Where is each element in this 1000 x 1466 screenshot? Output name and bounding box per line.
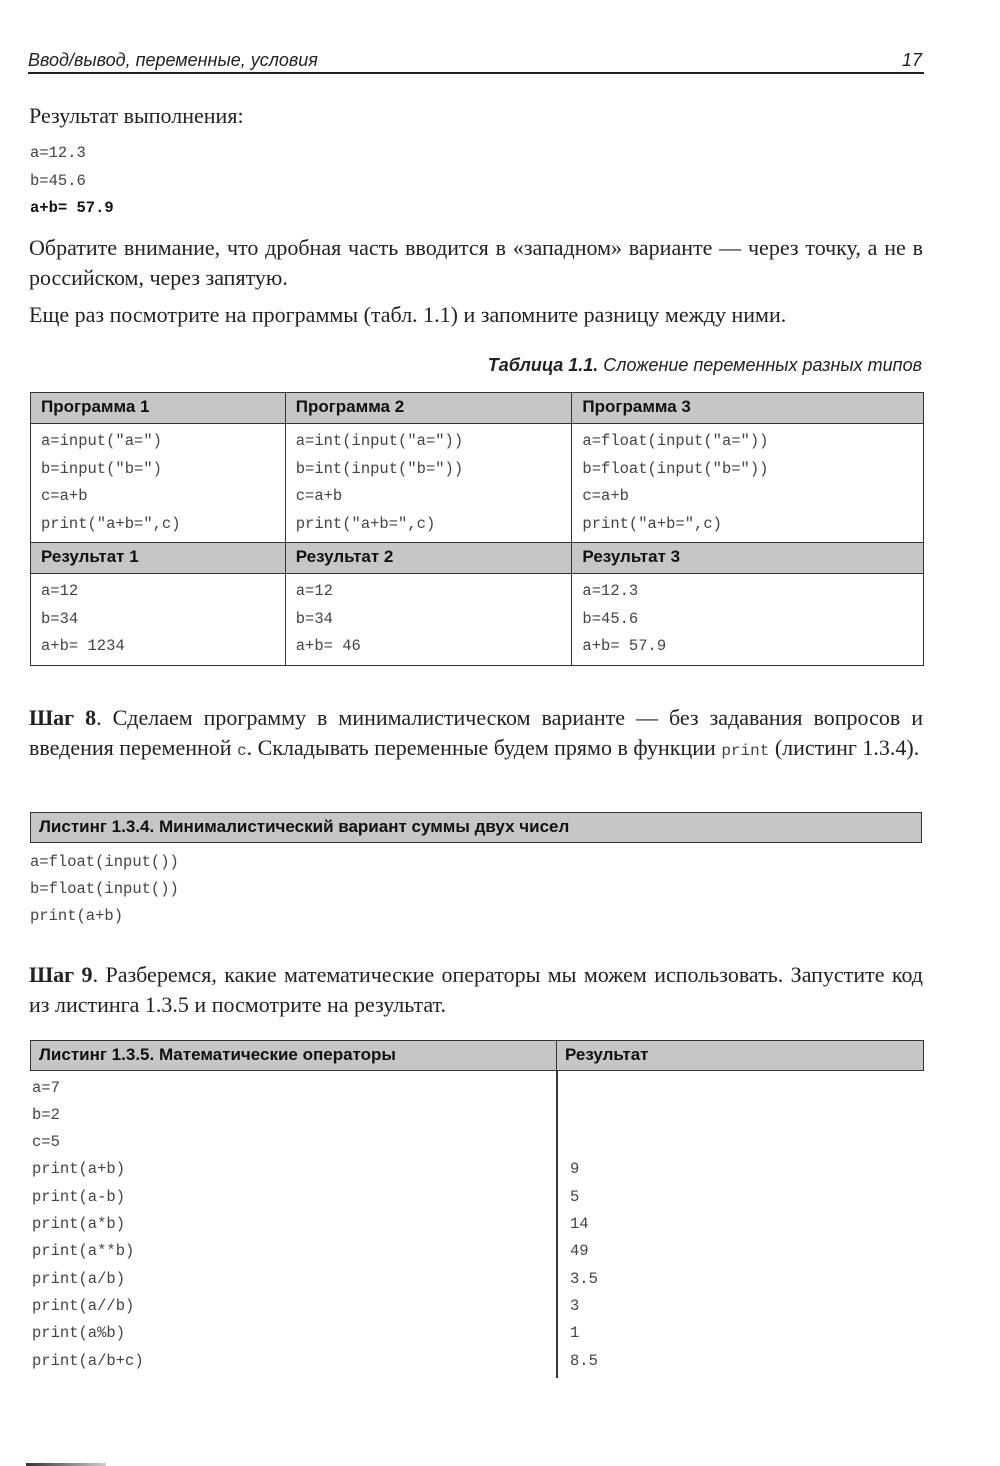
code-line: b=float(input("b=")) — [582, 459, 769, 478]
step-8-paragraph — [29, 703, 923, 766]
page-number: 17 — [901, 50, 922, 70]
code-line: print(a+b) — [32, 1160, 126, 1178]
code-line: print(a**b) — [32, 1242, 135, 1260]
code-line: a+b= 57.9 — [582, 637, 667, 655]
listing-title: Листинг 1.3.4. Минималистический вариант суммы двух чисел — [30, 812, 922, 843]
code-line: a=12 — [295, 582, 333, 600]
listing-title: Листинг 1.3.5. Математические операторы — [31, 1041, 557, 1070]
paragraph-decimal-note: Обратите внимание, что дробная часть вводится в «западном» варианте — через точку, а не в российском, через запятую. — [29, 235, 923, 290]
code-line: a=float(input("a=")) — [582, 432, 769, 450]
code-line: a=int(input("a=")) — [295, 432, 464, 450]
table-caption-label: Таблица 1.1. — [487, 355, 599, 375]
code-line: c=a+b — [295, 487, 343, 505]
result-intro: Результат выполнения: — [29, 103, 244, 128]
step-text: . Разберемся, какие математические операторы мы можем использовать. Запустите код из листинга 1.3.5 и посмотрите на результат. — [29, 962, 923, 1017]
code-line: b=input("b=") — [41, 459, 162, 478]
listing-row — [30, 1242, 924, 1269]
table-caption — [488, 355, 922, 376]
listing-row — [30, 1324, 924, 1351]
result-value: 8.5 — [570, 1352, 598, 1370]
result-cell — [31, 574, 286, 666]
table-1-1 — [30, 392, 924, 666]
step-text: . Сделаем программу в минималистическом варианте — без задавания вопросов и введения переменной — [29, 705, 923, 760]
code-line: print(a//b) — [32, 1297, 135, 1315]
output-line: a=12.3 — [30, 144, 86, 162]
code-line: a=float(input()) — [30, 853, 179, 871]
output-line: b=45.6 — [30, 172, 86, 190]
code-line: a+b= 46 — [295, 637, 361, 655]
chapter-title: Ввод/вывод, переменные, условия — [28, 50, 318, 70]
step-text: . Складывать переменные будем прямо в функции — [246, 735, 722, 760]
listing-row — [30, 1215, 924, 1242]
running-head — [28, 48, 924, 74]
listing-header — [30, 1040, 924, 1071]
code-line: c=5 — [32, 1133, 60, 1151]
table-caption-text: Сложение переменных разных типов — [598, 355, 922, 375]
result-value: 9 — [570, 1160, 580, 1178]
code-line: a=7 — [32, 1079, 60, 1097]
step-text: (листинг 1.3.4). — [769, 735, 920, 760]
code-line: b=45.6 — [582, 609, 639, 628]
inline-code: print — [721, 742, 770, 760]
code-line: a+b= 1234 — [41, 637, 125, 655]
table-header-row — [31, 543, 924, 574]
result-value: 5 — [570, 1188, 580, 1206]
output-line: a+b= 57.9 — [30, 199, 114, 217]
result-value: 3 — [570, 1297, 580, 1315]
result-value: 1 — [570, 1324, 580, 1342]
step-label: Шаг 8 — [29, 705, 97, 730]
code-line: c=a+b — [41, 487, 88, 505]
result-column-header: Результат — [565, 1045, 649, 1064]
table-header-cell: Программа 2 — [285, 393, 572, 424]
code-line: print("a+b=",c) — [41, 514, 181, 533]
listing-row — [30, 1352, 924, 1379]
result-cell — [285, 574, 572, 666]
code-line: a=12.3 — [582, 582, 639, 600]
listing-row — [30, 1106, 924, 1133]
code-line: b=int(input("b=")) — [295, 459, 464, 478]
step-label: Шаг 9 — [29, 962, 93, 987]
table-row — [31, 424, 924, 543]
result-cell — [572, 574, 924, 666]
table-header-cell: Программа 1 — [31, 393, 286, 424]
result-value: 14 — [570, 1215, 589, 1233]
inline-code: c — [237, 742, 247, 760]
step-9-paragraph — [29, 960, 923, 1020]
result-value: 3.5 — [570, 1270, 598, 1288]
code-line: b=34 — [41, 609, 79, 628]
table-header-cell: Результат 1 — [31, 543, 286, 574]
table-row — [31, 574, 924, 666]
listing-row — [30, 1188, 924, 1215]
code-line: a=input("a=") — [41, 432, 162, 450]
code-line: b=float(input()) — [30, 880, 179, 898]
listing-row — [30, 1297, 924, 1324]
code-line: a=12 — [41, 582, 79, 600]
program-code-cell — [285, 424, 572, 543]
code-line: c=a+b — [582, 487, 629, 505]
listing-row — [30, 1160, 924, 1187]
code-line: b=2 — [32, 1106, 60, 1124]
listing-row — [30, 1270, 924, 1297]
table-header-cell: Результат 2 — [285, 543, 572, 574]
program-code-cell — [31, 424, 286, 543]
program-code-cell — [572, 424, 924, 543]
table-header-row — [31, 393, 924, 424]
listing-row — [30, 1133, 924, 1160]
code-line: print("a+b=",c) — [582, 514, 722, 533]
table-header-cell: Результат 3 — [572, 543, 924, 574]
code-line: print("a+b=",c) — [295, 514, 436, 533]
code-line: print(a*b) — [32, 1215, 126, 1233]
code-line: print(a-b) — [32, 1188, 126, 1206]
table-header-cell: Программа 3 — [572, 393, 924, 424]
code-line: b=34 — [295, 609, 333, 628]
code-line: print(a%b) — [32, 1324, 126, 1342]
result-value: 49 — [570, 1242, 589, 1260]
code-line: print(a/b) — [32, 1270, 126, 1288]
listing-row — [30, 1079, 924, 1106]
code-line: print(a+b) — [30, 907, 124, 925]
paragraph-compare-programs: Еще раз посмотрите на программы (табл. 1.1) и запомните разницу между ними. — [29, 302, 787, 327]
code-line: print(a/b+c) — [32, 1352, 144, 1370]
